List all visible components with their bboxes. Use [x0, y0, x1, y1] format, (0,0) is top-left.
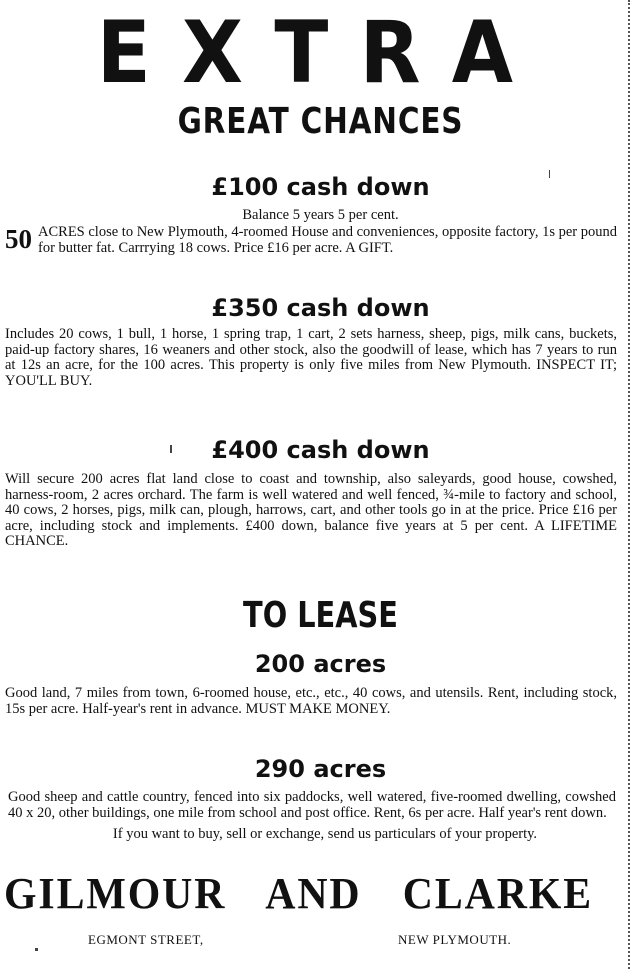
closing-line: If you want to buy, sell or exchange, send us particulars of your property.: [112, 826, 538, 842]
offer2-heading: £350 cash down: [211, 294, 430, 322]
print-speck: [35, 948, 38, 951]
lease2-description: Good sheep and cattle country, fenced into six paddocks, well watered, five-roomed dwelling, cowshed 40 x 20, other buildings, one mile from school and post office. Rent, 6s per acre. Half year's rent down.: [8, 789, 616, 821]
offer2-description: Includes 20 cows, 1 bull, 1 horse, 1 spring trap, 1 cart, 2 sets harness, sheep, pigs, milk cans, buckets, paid-up factory shares, 16 weaners and other stock, also the goodwill of lease, which has 7 years to run at 12s an acre, for the 100 acres. This property is only five miles from New Plymouth. INSPECT IT; YOU'LL BUY.: [5, 326, 617, 389]
offer1-heading: £100 cash down: [211, 173, 430, 201]
print-speck: [549, 170, 550, 178]
great-chances-heading: GREAT CHANCES: [177, 101, 464, 142]
address-street: EGMONT STREET,: [88, 932, 204, 947]
masthead-extra: EXTRA: [96, 3, 545, 103]
offer1-acres-number: 50: [5, 224, 32, 254]
offer3-description: Will secure 200 acres flat land close to coast and township, also saleyards, good house, cowshed, harness-room, 2 acres orchard. The farm is well watered and well fenced, ¾-mile to factory and school, 40 cows, 2 horses, pigs, milk can, plough, harrows, cart, and other tools go in at the price. Price £16 per acre, including stock and implements. £400 down, balance five years at 5 per cent. A LIFETIME CHANCE.: [5, 471, 617, 550]
to-lease-heading: TO LEASE: [243, 595, 398, 636]
lease1-description: Good land, 7 miles from town, 6-roomed house, etc., etc., 40 cows, and utensils. Rent, including stock, 15s per acre. Half-year's rent in advance. MUST MAKE MONEY.: [5, 685, 617, 717]
lease1-heading: 200 acres: [254, 650, 387, 678]
column-rule: [628, 0, 630, 969]
address-town: NEW PLYMOUTH.: [398, 932, 512, 947]
offer1-text-block: [5, 225, 617, 256]
offer1-balance: Balance 5 years 5 per cent.: [242, 207, 399, 223]
firm-name: GILMOUR AND CLARKE: [4, 869, 593, 918]
offer3-heading: £400 cash down: [211, 436, 430, 464]
offer1-description: ACRES close to New Plymouth, 4-roomed House and conveniences, opposite factory, 1s per pound for butter fat. Carrrying 18 cows. Price £16 per acre. A GIFT.: [38, 224, 617, 256]
lease2-heading: 290 acres: [254, 755, 387, 783]
print-speck: [170, 445, 172, 453]
